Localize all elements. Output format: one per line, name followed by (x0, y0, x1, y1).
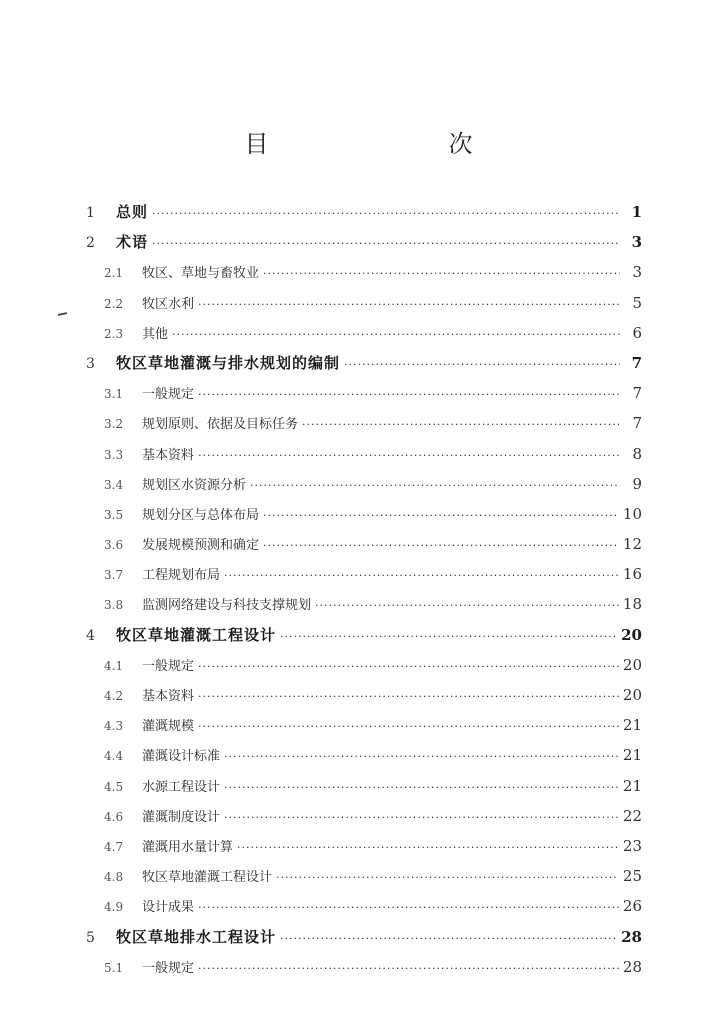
toc-entry-page: 8 (632, 444, 642, 463)
toc-dot-leader (344, 350, 620, 380)
toc-entry-number: 2.1 (104, 266, 124, 281)
toc-entry (86, 680, 642, 710)
toc-entry-title: 规划区水资源分析 (142, 477, 247, 493)
toc-dot-leader (198, 652, 619, 682)
toc-entry-number: 4.3 (104, 719, 124, 734)
toc-entry-number: 4.8 (104, 870, 124, 885)
toc-entry-page: 7 (632, 414, 642, 433)
toc-dot-leader (198, 290, 620, 320)
toc-entry-number: 3.5 (104, 507, 124, 522)
toc-entry-title: 工程规划布局 (142, 568, 221, 584)
toc-entry-title: 牧区水利 (142, 296, 195, 312)
toc-entry-page: 7 (631, 353, 642, 372)
toc-entry-number: 4.6 (104, 809, 124, 824)
toc-entry-title: 牧区草地灌溉与排水规划的编制 (116, 353, 341, 372)
toc-dot-leader (263, 259, 620, 289)
toc-entry-page: 12 (622, 535, 642, 554)
toc-entry-number: 3.1 (104, 387, 124, 402)
toc-dot-leader (198, 682, 619, 712)
toc-entry-page: 7 (632, 384, 642, 403)
toc-entry (86, 650, 642, 680)
toc-entry (86, 952, 642, 982)
toc-dot-leader (280, 622, 617, 652)
toc-entry (86, 559, 642, 589)
toc-dot-leader (198, 893, 619, 923)
toc-entry (86, 378, 642, 408)
toc-entry (86, 589, 642, 619)
toc-entry-page: 18 (622, 595, 642, 614)
toc-entry-title: 设计成果 (142, 900, 195, 916)
toc-entry-number: 1 (86, 205, 95, 221)
toc-entry (86, 197, 642, 227)
toc-dot-leader (198, 380, 620, 410)
toc-entry (86, 620, 642, 650)
toc-dot-leader (224, 773, 619, 803)
toc-dot-leader (152, 229, 620, 259)
toc-dot-leader (198, 441, 620, 471)
toc-entry-number: 2 (86, 235, 95, 252)
toc-entry-title: 牧区草地排水工程设计 (116, 927, 277, 946)
toc-entry-page: 26 (622, 897, 642, 916)
toc-entry-number: 5 (86, 929, 95, 946)
toc-dot-leader (315, 591, 619, 621)
toc-entry-title: 灌溉制度设计 (142, 809, 221, 825)
toc-entry-page: 3 (632, 263, 642, 282)
toc-entry-title: 灌溉规模 (142, 719, 195, 735)
toc-dot-leader (172, 320, 620, 350)
toc-entry-number: 4.2 (104, 689, 124, 703)
toc-entry-number: 3.7 (104, 568, 124, 583)
toc-entry-title: 灌溉设计标准 (142, 749, 221, 765)
toc-dot-leader (224, 742, 619, 772)
toc-entry (86, 891, 642, 921)
toc-entry (86, 318, 642, 348)
toc-entry (86, 499, 642, 529)
toc-entry-number: 3.3 (104, 447, 124, 462)
toc-entry (86, 922, 642, 952)
toc-dot-leader (198, 712, 619, 742)
toc-entry (86, 529, 642, 559)
toc-entry-title: 水源工程设计 (142, 779, 221, 795)
toc-entry-number: 3.6 (104, 538, 124, 553)
toc-entry-title: 灌溉用水量计算 (142, 839, 234, 855)
toc-dot-leader (152, 199, 620, 229)
toc-entry-title: 发展规模预测和确定 (142, 538, 260, 554)
toc-entry-title: 术语 (116, 233, 149, 252)
toc-entry (86, 348, 642, 378)
toc-entry-title: 规划原则、依据及目标任务 (142, 417, 299, 433)
toc-entry-page: 21 (622, 776, 642, 795)
toc-entry-number: 4.9 (104, 900, 124, 915)
toc-entry-title: 牧区、草地与畜牧业 (142, 266, 260, 282)
toc-entry-title: 规划分区与总体布局 (142, 507, 260, 523)
toc-entry-number: 4.7 (104, 839, 124, 854)
toc-entry-page: 28 (621, 927, 642, 946)
toc-entry-page: 20 (622, 655, 642, 674)
toc-entry-page: 23 (622, 836, 642, 855)
toc-entry-page: 20 (622, 686, 642, 704)
toc-entry-number: 3.8 (104, 598, 124, 613)
toc-dot-leader (263, 531, 619, 561)
toc-entry-page: 9 (632, 474, 642, 493)
toc-dot-leader (276, 863, 619, 893)
toc-entry (86, 801, 642, 831)
toc-entry-number: 4.5 (104, 779, 124, 794)
toc-entry-page: 10 (622, 504, 642, 523)
toc-dot-leader (237, 833, 619, 863)
toc-entry-page: 21 (622, 716, 642, 735)
toc-entry-page: 6 (632, 323, 642, 342)
toc-entry (86, 710, 642, 740)
toc-entry-number: 3.2 (104, 417, 124, 432)
toc-entry-page: 21 (622, 746, 642, 765)
toc-entry-page: 20 (621, 625, 642, 644)
toc-entry-title: 基本资料 (142, 447, 195, 463)
toc-entry-title: 一般规定 (142, 387, 195, 403)
toc-entry-page: 5 (632, 293, 642, 312)
toc-entry-page: 1 (631, 203, 642, 221)
toc-entry (86, 861, 642, 891)
toc-entry (86, 257, 642, 287)
toc-entry-number: 4 (86, 627, 95, 644)
toc-entry-title: 其他 (142, 326, 169, 342)
toc-entry-title: 一般规定 (142, 960, 195, 976)
toc-dot-leader (280, 924, 617, 954)
toc-entry (86, 469, 642, 499)
toc-entry-number: 2.3 (104, 326, 124, 341)
toc-dot-leader (224, 561, 619, 591)
toc-entry (86, 408, 642, 438)
toc-entry (86, 831, 642, 861)
page-title: 目 次 (244, 130, 517, 158)
toc-entry (86, 227, 642, 257)
toc-dot-leader (302, 410, 620, 440)
toc-entry (86, 288, 642, 318)
toc-entry-page: 16 (622, 565, 642, 584)
toc-entry-title: 牧区草地灌溉工程设计 (142, 870, 273, 886)
toc-dot-leader (198, 954, 619, 984)
stray-mark (58, 312, 67, 316)
toc-entry-page: 22 (622, 806, 642, 825)
toc-entry-title: 牧区草地灌溉工程设计 (116, 625, 277, 644)
toc-entry (86, 771, 642, 801)
toc-entry-page: 28 (622, 957, 642, 976)
toc-dot-leader (250, 471, 620, 501)
toc-entry-number: 4.4 (104, 749, 124, 764)
toc-entry (86, 740, 642, 770)
toc-entry-number: 2.2 (104, 296, 124, 311)
toc-entry-number: 4.1 (104, 658, 124, 673)
toc-entry-title: 基本资料 (142, 689, 195, 704)
toc-entry-number: 3 (86, 355, 95, 372)
toc-entry-number: 5.1 (104, 960, 124, 975)
toc-entry-title: 监测网络建设与科技支撑规划 (142, 598, 312, 614)
toc-entry-title: 一般规定 (142, 658, 195, 674)
toc-entry-page: 3 (631, 233, 642, 252)
toc-entry (86, 439, 642, 469)
toc-dot-leader (224, 803, 619, 833)
toc-entry-title: 总则 (116, 203, 149, 221)
toc-entry-page: 25 (622, 867, 642, 886)
toc-entry-number: 3.4 (104, 477, 124, 492)
toc-dot-leader (263, 501, 619, 531)
table-of-contents (86, 197, 642, 982)
